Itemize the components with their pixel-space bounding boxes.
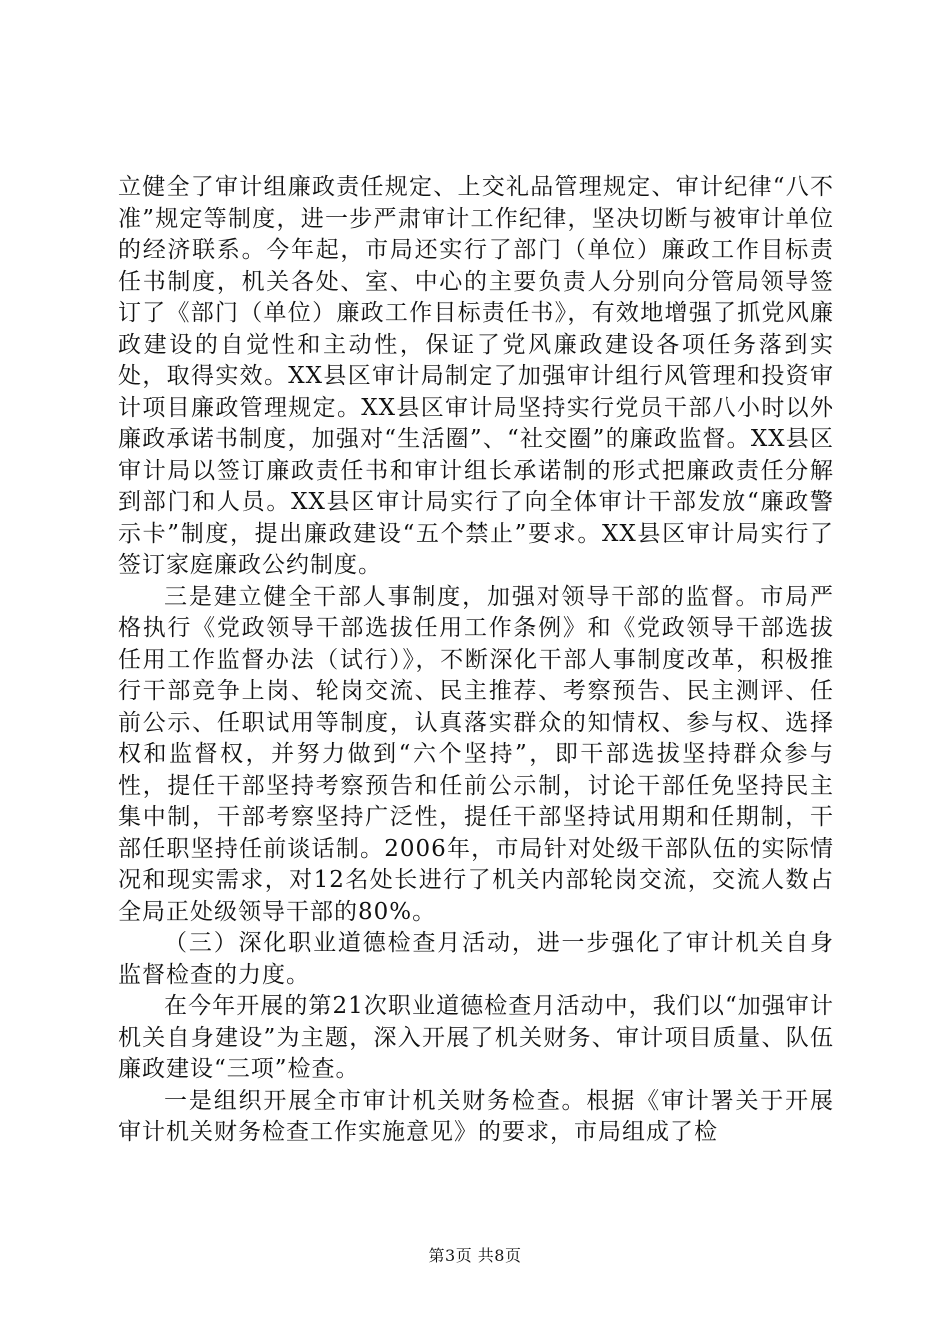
page-number-footer: 第3页 共8页 xyxy=(428,1246,522,1265)
paragraph-1: 立健全了审计组廉政责任规定、上交礼品管理规定、审计纪律“八不准”规定等制度，进一步严肃审计工作纪律，坚决切断与被审计单位的经济联系。今年起，市局还实行了部门（单位）廉政工作目标责任书制度，机关各处、室、中心的主要负责人分别向分管局领导签订了《部门（单位）廉政工作目标责任书》，有效地增强了抓党风廉政建设的自觉性和主动性，保证了党风廉政建设各项任务落到实处，取得实效。XX县区审计局制定了加强审计组行风管理和投资审计项目廉政管理规定。XX县区审计局坚持实行党员干部八小时以外廉政承诺书制度，加强对“生活圈”、“社交圈”的廉政监督。XX县区审计局以签订廉政责任书和审计组长承诺制的形式把廉政责任分解到部门和人员。XX县区审计局实行了向全体审计干部发放“廉政警示卡”制度，提出廉政建设“五个禁止”要求。XX县区审计局实行了签订家庭廉政公约制度。 xyxy=(118,174,834,578)
paragraph-2: 三是建立健全干部人事制度，加强对领导干部的监督。市局严格执行《党政领导干部选拔任用工作条例》和《党政领导干部选拔任用工作监督办法（试行）》，不断深化干部人事制度改革，积极推行干部竞争上岗、轮岗交流、民主推荐、考察预告、民主测评、任前公示、任职试用等制度，认真落实群众的知情权、参与权、选择权和监督权，并努力做到“六个坚持”，即干部选拔坚持群众参与性，提任干部坚持考察预告和任前公示制，讨论干部任免坚持民主集中制，干部考察坚持广泛性，提任干部坚持试用期和任期制，干部任职坚持任前谈话制。2006年，市局针对处级干部队伍的实际情况和现实需求，对12名处长进行了机关内部轮岗交流，交流人数占全局正处级领导干部的80%。 xyxy=(118,583,834,925)
paragraph-4: 在今年开展的第21次职业道德检查月活动中，我们以“加强审计机关自身建设”为主题，深入开展了机关财务、审计项目质量、队伍廉政建设“三项”检查。 xyxy=(118,993,834,1082)
paragraph-3-section-heading: （三）深化职业道德检查月活动，进一步强化了审计机关自身监督检查的力度。 xyxy=(118,930,834,988)
document-body xyxy=(118,172,834,1149)
paragraph-5: 一是组织开展全市审计机关财务检查。根据《审计署关于开展审计机关财务检查工作实施意见》的要求，市局组成了检 xyxy=(118,1087,834,1145)
